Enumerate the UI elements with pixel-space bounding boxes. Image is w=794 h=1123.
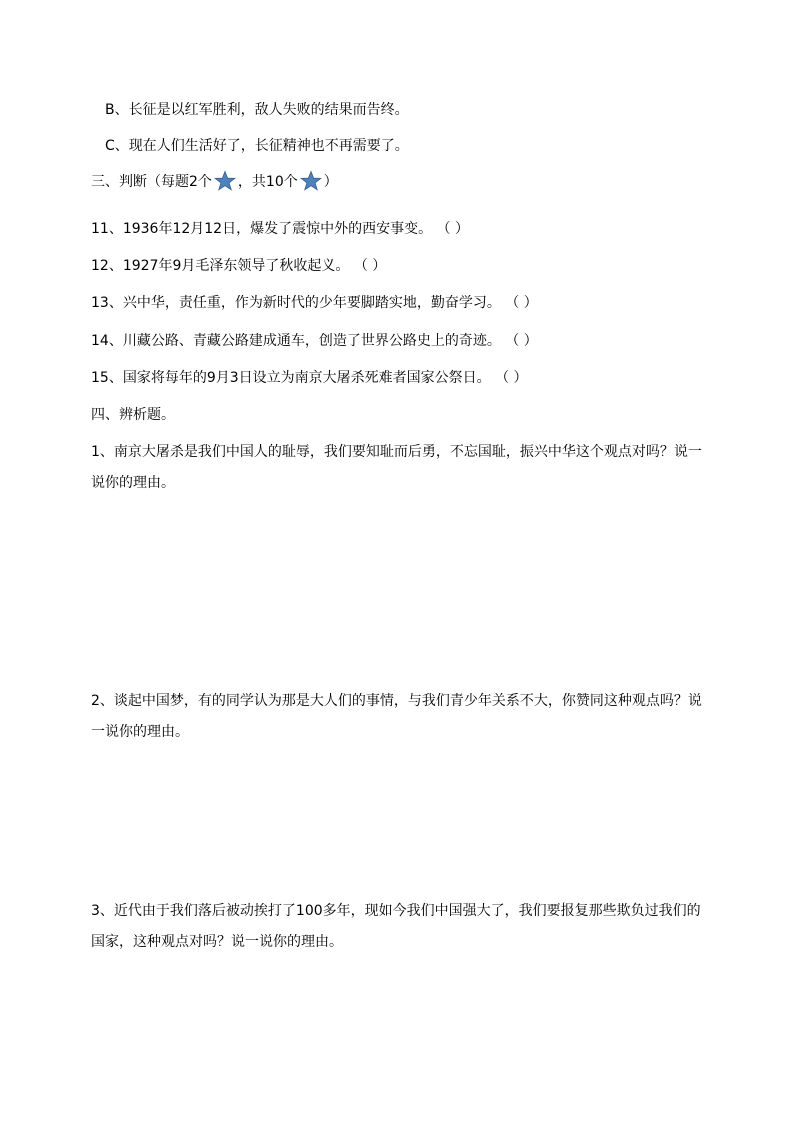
option-c: C、现在人们生活好了，长征精神也不再需要了。 (105, 138, 409, 154)
answer-bracket[interactable]: （ ） (495, 370, 528, 386)
discussion-question: 2、谈起中国梦，有的同学认为那是大人们的事情，与我们青少年关系不大，你赞同这种观点吗？说一说你的理由。 (91, 693, 702, 740)
answer-bracket[interactable]: （ ） (436, 221, 469, 237)
answer-area[interactable] (91, 750, 706, 880)
judgment-item (91, 256, 386, 276)
section3-heading-mid: ，共 (237, 174, 266, 190)
section3-heading (91, 170, 338, 192)
section3-heading-prefix: 三、判断（每题 (91, 174, 189, 190)
option-b: B、长征是以红军胜利，敌人失败的结果而告终。 (105, 102, 409, 118)
answer-area[interactable] (91, 960, 706, 1100)
star-icon (300, 170, 322, 192)
discussion-question: 3、近代由于我们落后被动挨打了100多年，现如今我们中国强大了，我们要报复那些欺负过我们的国家，这种观点对吗？说一说你的理由。 (91, 903, 701, 950)
judgment-item (91, 219, 469, 239)
judgment-item-text: 13、兴中华，责任重，作为新时代的少年要脚踏实地，勤奋学习。 (91, 295, 501, 311)
judgment-item (91, 368, 528, 388)
answer-bracket[interactable]: （ ） (353, 258, 387, 274)
section3-heading-per: 2个 (189, 174, 212, 190)
section4-heading: 四、辨析题。 (91, 407, 175, 423)
answer-area[interactable] (91, 500, 706, 675)
answer-bracket[interactable]: （ ） (505, 333, 538, 349)
answer-bracket[interactable]: （ ） (505, 295, 538, 311)
judgment-item-text: 14、川藏公路、青藏公路建成通车，创造了世界公路史上的奇迹。 (91, 333, 501, 349)
section3-heading-suffix: ） (323, 174, 338, 190)
judgment-item-text: 11、1936年12月12日，爆发了震惊中外的西安事变。 (91, 221, 433, 237)
star-icon (214, 170, 236, 192)
judgment-item (91, 293, 538, 313)
judgment-item-text: 12、1927年9月毛泽东领导了秋收起义。 (91, 258, 350, 274)
discussion-question: 1、南京大屠杀是我们中国人的耻辱，我们要知耻而后勇，不忘国耻，振兴中华这个观点对吗？说一说你的理由。 (91, 444, 702, 491)
judgment-item (91, 331, 538, 351)
judgment-item-text: 15、国家将每年的9月3日设立为南京大屠杀死难者国家公祭日。 (91, 370, 491, 386)
section3-heading-total: 10个 (265, 174, 298, 190)
